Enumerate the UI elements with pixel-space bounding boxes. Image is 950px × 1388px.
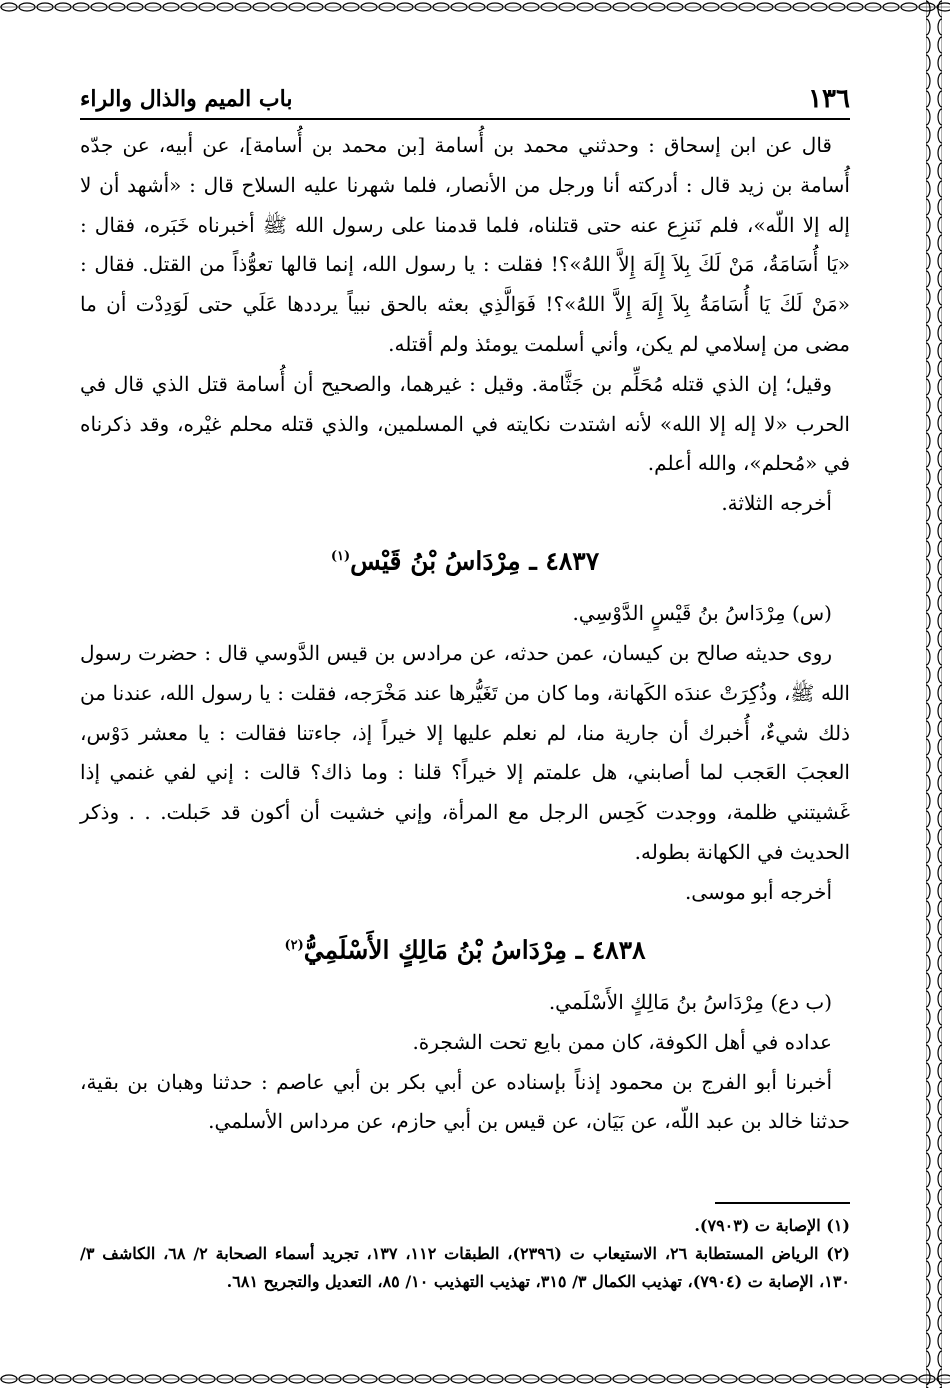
paragraph: وقيل؛ إن الذي قتله مُحَلِّم بن جَثَّامة. وقيل : غيرهما، والصحيح أن أُسامة قتل الذي قال في الحرب «لا إله إلا الله» لأنه اشتدت نكايته في المسلمين، والذي قتله محلم غيْره، وقد ذكرناه في «مُحلم»، والله أعلم. [80,371,850,476]
footnote: (١) الإصابة ت (٧٩٠٣). [694,1216,850,1235]
main-text [80,126,850,1142]
paragraph: أخبرنا أبو الفرج بن محمود إذناً بإسناده عن أبي بكر بن أبي عاصم : حدثنا وهبان بن بقية، حدثنا خالد بن عبد اللّه، عن بَيَان، عن قيس بن أبي حازم، عن مرداس الأسلمي. [80,1069,850,1134]
paragraph: (س) مِرْدَاسُ بنُ قَيْسٍ الدَّوْسِي. [572,601,832,626]
footnotes [80,1212,850,1296]
header-rule [80,118,850,120]
paragraph: أخرجه الثلاثة. [721,491,832,516]
paragraph: (ب دع) مِرْدَاسُ بنُ مَالِكٍ الأَسْلَمي. [548,990,832,1014]
entry-heading-text: ٤٨٣٧ ـ مِرْدَاسُ بْنُ قَيْس [350,546,600,576]
decorative-border-right [918,0,950,1388]
book-page [80,22,851,1362]
paragraph: روى حديثه صالح بن كيسان، عمن حدثه، عن مرادس بن قيس الدَّوسي قال : حضرت رسول الله ﷺ، وذُكِرَتْ عندَه الكَهانة، وما كان من تَغَيُّرها عند مَخْرَجه، فقلت : يا رسول الله، عندنا من ذلك شيءٌ، أُخبرك أن جارية منا، لم نعلم عليها إلا خيراً إذ، جاءتنا فقالت : يا معشر دَوْس، العجبَ العَجب لما أصابني، هل علمتم إلا خيراً؟ قلنا : وما ذاك؟ قالت : إني لفي غنمي إذا غَشيتني ظلمة، ووجدت كَحِس الرجل مع المرأة، وإني خشيت أن أكون قد حَبلت. . . وذكر الحديث في الكهانة بطوله. [80,641,851,865]
decorative-border-bottom [0,1372,950,1386]
footnote: (٢) الرياض المستطابة ٢٦، الاستيعاب ت (٢٣٩٦)، الطبقات ١١٢، ١٣٧، تجريد أسماء الصحابة ٢/ ٦٨، الكاشف ٣/ ١٣٠، الإصابة ت (٧٩٠٤)، تهذيب الكمال ٣/ ٣١٥، تهذيب التهذيب ١٠/ ٨٥، التعديل والتجريح ٦٨١. [80,1244,850,1291]
decorative-border-top [0,0,950,14]
entry-heading-4837 [80,530,850,588]
chapter-title: باب الميم والذال والراء [80,86,293,112]
footnote-ref: (١) [330,548,351,564]
entry-heading-4838 [80,919,850,977]
footnote-ref: (٢) [284,937,304,953]
footnote-rule [715,1202,850,1204]
page-header [80,84,850,114]
paragraph: أخرجه أبو موسى. [684,879,832,904]
entry-heading-text: ٤٨٣٨ ـ مِرْدَاسُ بْنُ مَالِكٍ الأَسْلَمِيُّ [303,935,646,964]
paragraph: عداده في أهل الكوفة، كان ممن بايع تحت الشجرة. [412,1029,832,1054]
page-number: ١٣٦ [808,84,850,114]
paragraph: قال عن ابن إسحاق : وحدثني محمد بن أُسامة [بن محمد بن أُسامة]، عن أبيه، عن جدّه أُسامة بن زيد قال : أدركته أنا ورجل من الأنصار، فلما شهرنا عليه السلاح قال : «أشهد أن لا إله إلا اللّه»، فلم نَنزِع عنه حتى قتلناه، فلما قدمنا على رسول الله ﷺ أخبرناه خَبَره، فقال : «يَا أُسَامَةُ، مَنْ لَكَ بِلاَ إِلَهَ إِلاَّ اللهُ»؟! فقلت : يا رسول الله، إنما قالها تعوُّذاً من القتل. فقال : «مَنْ لَكَ يَا أُسَامَةُ بِلاَ إِلَهَ إِلاَّ اللهُ»؟! فَوَالَّذِي بعثه بالحق نبياً يرددها عَلَي حتى لَوَدِدْت أن ما مضى من إسلامي لم يكن، وأني أسلمت يومئذ ولم أقتله. [80,133,850,356]
